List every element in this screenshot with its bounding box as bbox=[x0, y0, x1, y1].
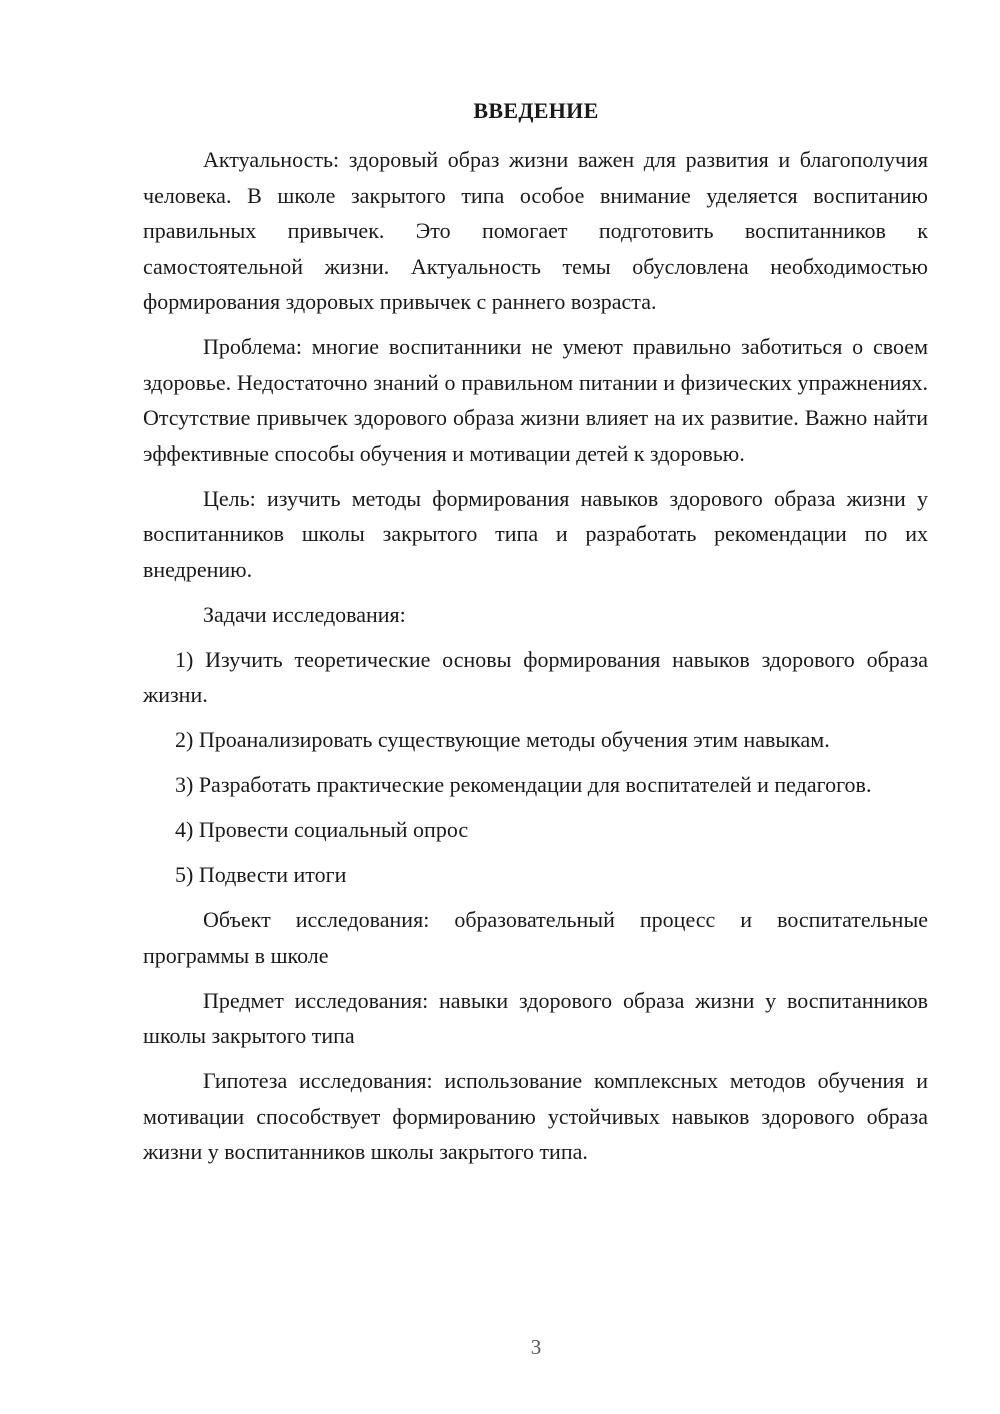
paragraph-tasks-heading: Задачи исследования: bbox=[203, 601, 406, 627]
task-item-2: 2) Проанализировать существующие методы обучения этим навыкам. bbox=[175, 727, 830, 752]
task-item-4: 4) Провести социальный опрос bbox=[175, 817, 469, 842]
paragraph-goal: Цель: изучить методы формирования навыков здорового образа жизни у воспитанников школы закрытого типа и разработать рекомендации по их внедрению. bbox=[143, 485, 928, 582]
paragraph-hypothesis: Гипотеза исследования: использование комплексных методов обучения и мотивации способствует формированию устойчивых навыков здорового образа жизни у воспитанников школы закрытого типа. bbox=[143, 1068, 928, 1164]
page-title: ВВЕДЕНИЕ bbox=[473, 98, 599, 123]
document-body bbox=[143, 142, 928, 1179]
paragraph-relevance: Актуальность: здоровый образ жизни важен для развития и благополучия человека. В школе закрытого типа особое внимание уделяется воспитанию правильных привычек. Это помогает подготовить воспитанников к самостоятельной жизни. Актуальность темы обусловлена необходимостью формирования здоровых привычек с раннего возраста. bbox=[143, 147, 928, 314]
page-number: 3 bbox=[530, 1335, 542, 1359]
task-item-5: 5) Подвести итоги bbox=[175, 862, 347, 887]
paragraph-subject: Предмет исследования: навыки здорового образа жизни у воспитанников школы закрытого типа bbox=[143, 987, 928, 1048]
paragraph-problem: Проблема: многие воспитанники не умеют правильно заботиться о своем здоровье. Недостаточно знаний о правильном питании и физических упражнениях. Отсутствие привычек здорового образа жизни влияет на их развитие. Важно найти эффективные способы обучения и мотивации детей к здоровью. bbox=[143, 334, 928, 466]
task-item-3: 3) Разработать практические рекомендации для воспитателей и педагогов. bbox=[175, 772, 872, 797]
task-item-1: 1) Изучить теоретические основы формирования навыков здорового образа жизни. bbox=[143, 646, 928, 707]
paragraph-object: Объект исследования: образовательный процесс и воспитательные программы в школе bbox=[143, 907, 928, 968]
